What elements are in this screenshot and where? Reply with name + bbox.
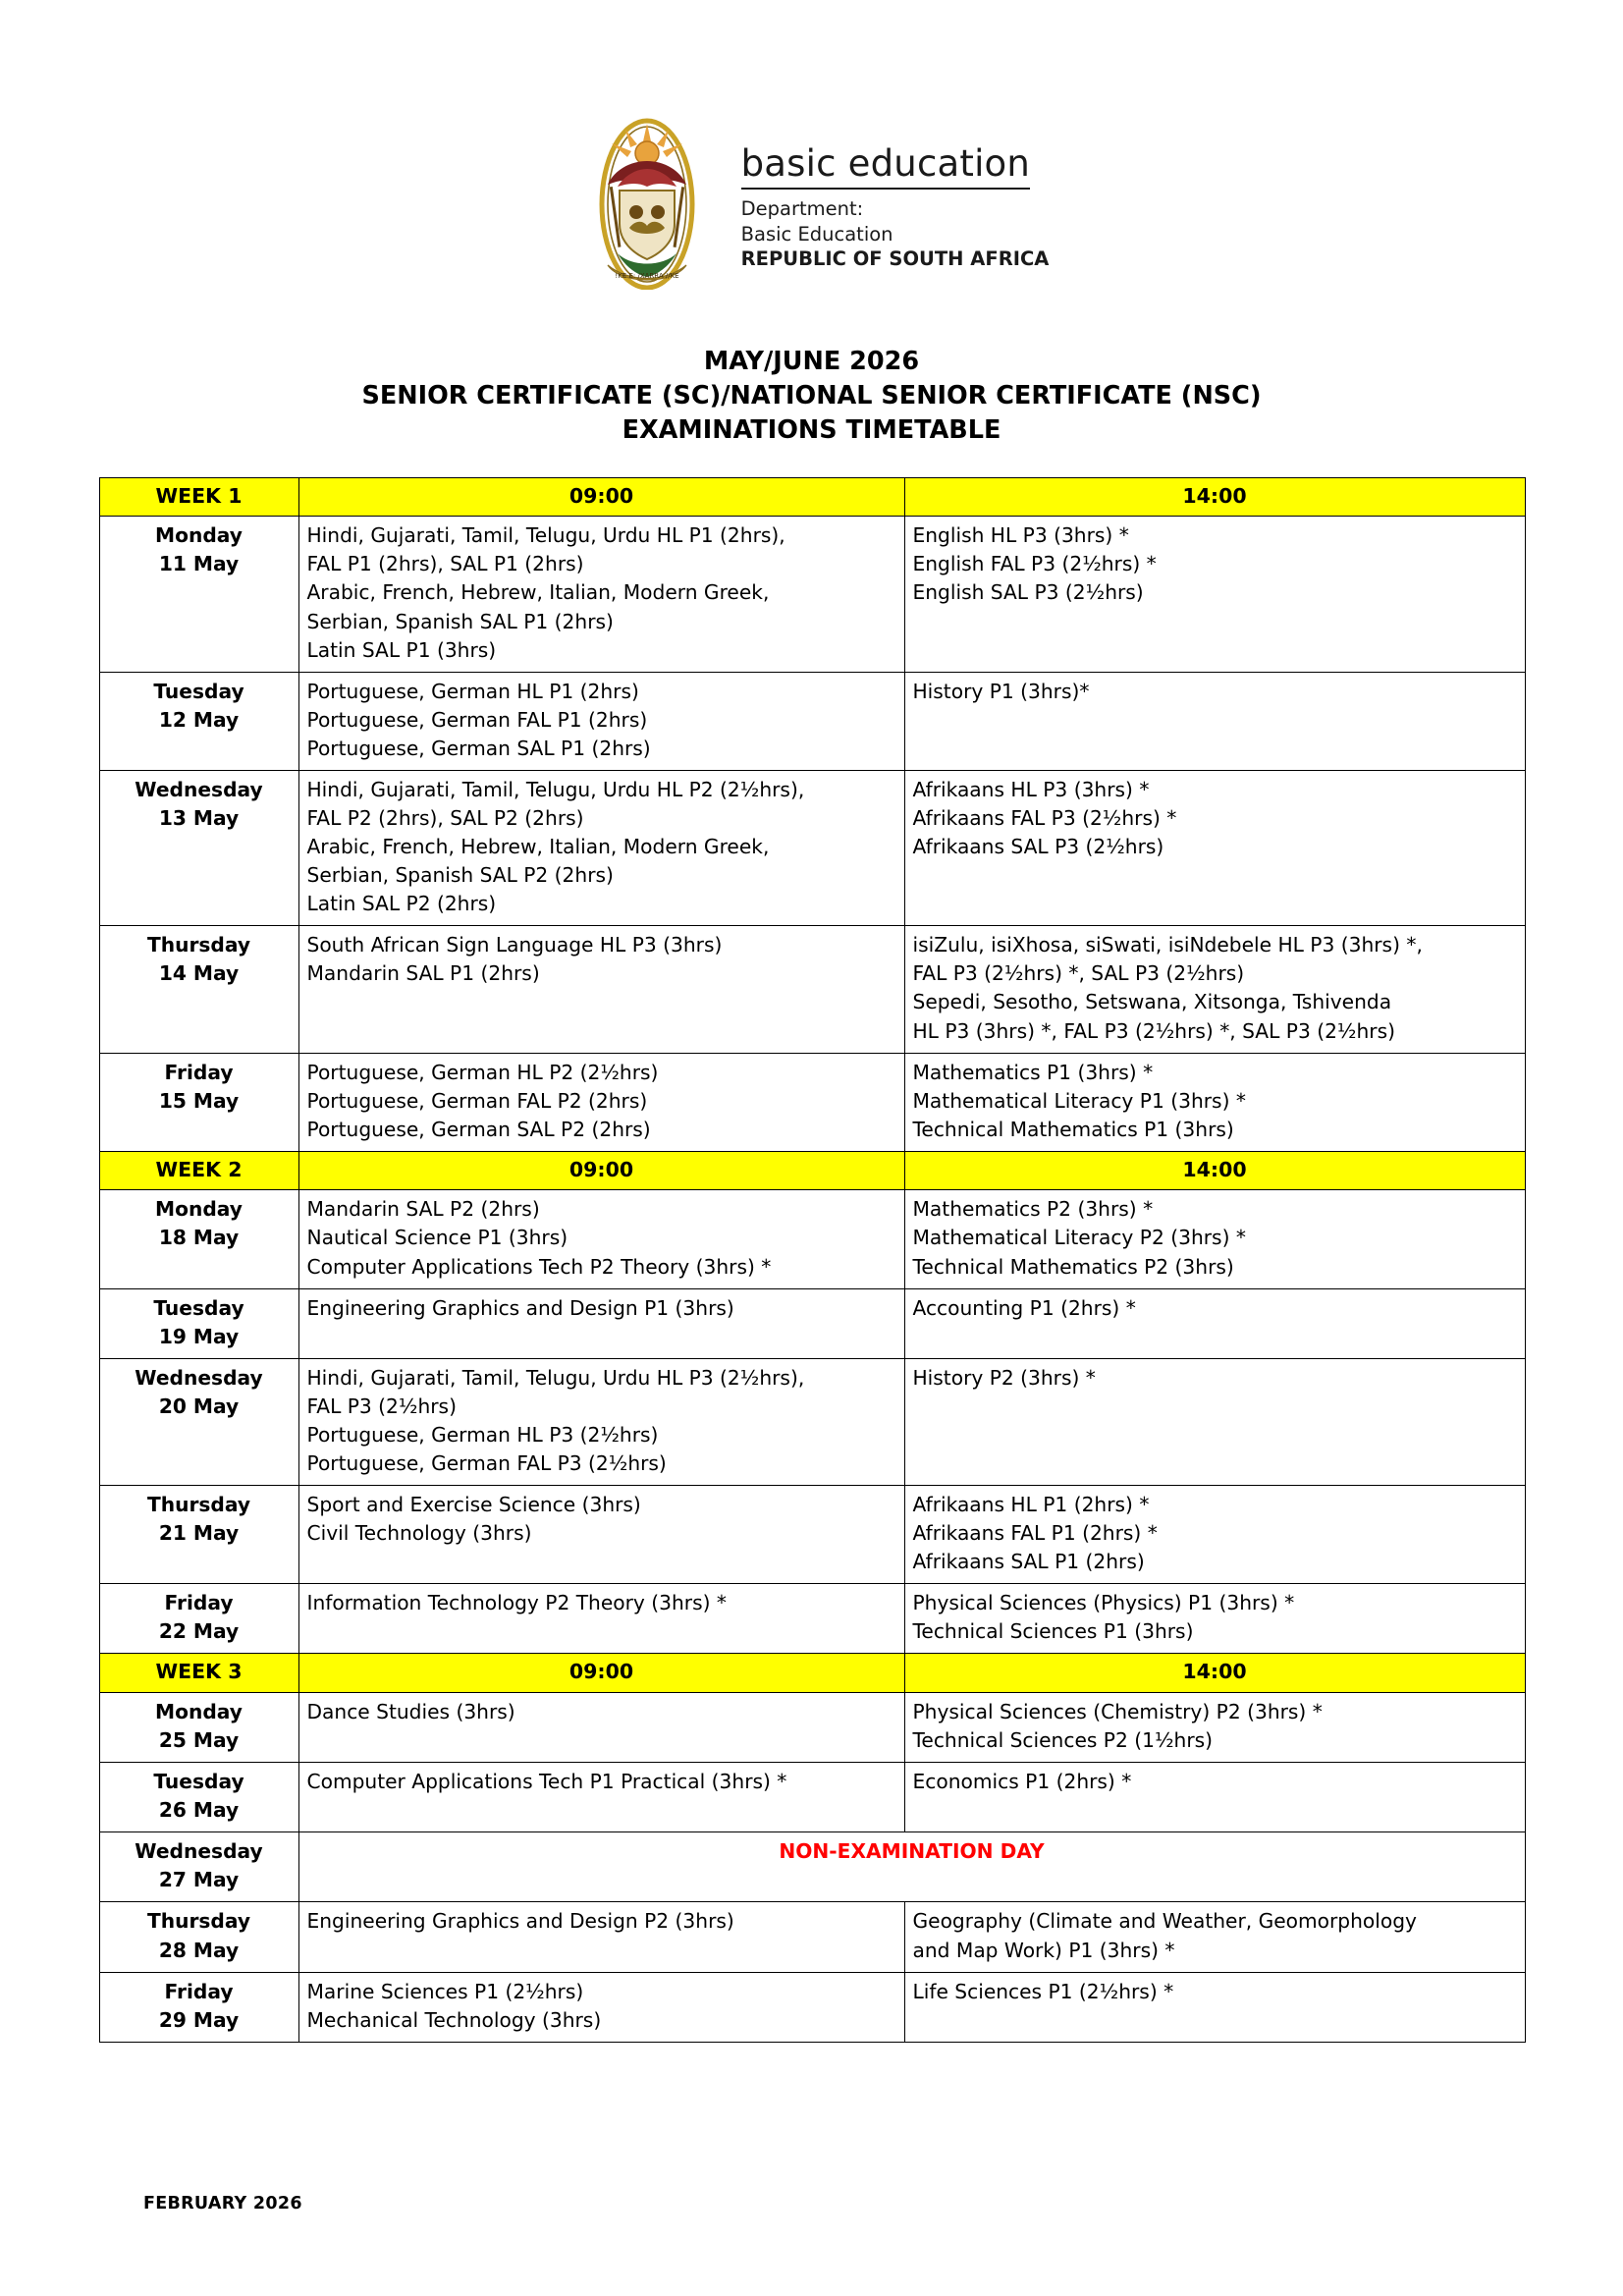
- day-cell: [99, 1190, 298, 1288]
- week-label: WEEK 2: [99, 1151, 298, 1190]
- day-name: Thursday: [146, 1493, 251, 1517]
- table-row: [99, 770, 1525, 925]
- afternoon-session-cell: [904, 1190, 1525, 1288]
- afternoon-session-time: 14:00: [904, 477, 1525, 517]
- exam-line: Computer Applications Tech P2 Theory (3hrs) *: [306, 1254, 772, 1279]
- table-row: [99, 1692, 1525, 1762]
- table-row: [99, 1584, 1525, 1654]
- day-cell: [99, 1288, 298, 1358]
- morning-session-time: 09:00: [298, 1151, 904, 1190]
- exam-line: FAL P3 (2½hrs) *, SAL P3 (2½hrs): [912, 961, 1245, 986]
- exam-line: FAL P2 (2hrs), SAL P2 (2hrs): [306, 805, 584, 830]
- exam-line: HL P3 (3hrs) *, FAL P3 (2½hrs) *, SAL P3 (2½hrs): [912, 1018, 1395, 1043]
- exam-line: Dance Studies (3hrs): [306, 1699, 515, 1723]
- department-text-block: [741, 118, 1050, 272]
- exam-line: Portuguese, German SAL P1 (2hrs): [306, 736, 651, 760]
- table-row: [99, 1486, 1525, 1584]
- exam-line: Afrikaans SAL P1 (2hrs): [912, 1550, 1145, 1574]
- morning-session-cell: [298, 672, 904, 770]
- day-date: 19 May: [158, 1324, 240, 1348]
- table-row: [99, 1288, 1525, 1358]
- day-cell: [99, 1358, 298, 1485]
- exam-line: Afrikaans HL P3 (3hrs) *: [912, 777, 1150, 801]
- morning-session-cell: [298, 1692, 904, 1762]
- exam-line: History P1 (3hrs)*: [912, 679, 1090, 703]
- exam-line: Economics P1 (2hrs) *: [912, 1770, 1132, 1794]
- morning-session-cell: [298, 1288, 904, 1358]
- exam-line: Mathematical Literacy P1 (3hrs) *: [912, 1088, 1246, 1113]
- morning-session-cell: [298, 1053, 904, 1151]
- afternoon-session-cell: [904, 1902, 1525, 1972]
- day-date: 27 May: [158, 1868, 240, 1892]
- day-date: 22 May: [158, 1619, 240, 1644]
- footer-date: FEBRUARY 2026: [143, 2194, 302, 2214]
- exam-line: Technical Mathematics P2 (3hrs): [912, 1254, 1234, 1279]
- exam-line: Engineering Graphics and Design P1 (3hrs): [306, 1295, 734, 1320]
- week-header-row: [99, 1654, 1525, 1693]
- department-line-3: REPUBLIC OF SOUTH AFRICA: [740, 247, 1050, 271]
- day-cell: [99, 770, 298, 925]
- morning-session-cell: [298, 926, 904, 1053]
- document-header: [0, 0, 1623, 290]
- exam-line: Technical Sciences P2 (1½hrs): [912, 1728, 1214, 1753]
- exam-line: Mechanical Technology (3hrs): [306, 2007, 602, 2032]
- exam-line: Civil Technology (3hrs): [306, 1521, 532, 1546]
- afternoon-session-cell: [904, 1288, 1525, 1358]
- exam-line: Latin SAL P2 (2hrs): [306, 892, 497, 916]
- afternoon-session-cell: [904, 1763, 1525, 1832]
- exam-line: Portuguese, German FAL P1 (2hrs): [306, 707, 648, 732]
- day-name: Friday: [164, 1060, 234, 1084]
- exam-line: Information Technology P2 Theory (3hrs) *: [306, 1591, 727, 1615]
- day-cell: [99, 1972, 298, 2042]
- exam-line: Marine Sciences P1 (2½hrs): [306, 1979, 584, 2003]
- exam-line: Afrikaans HL P1 (2hrs) *: [912, 1493, 1150, 1517]
- afternoon-session-cell: [904, 1584, 1525, 1654]
- exam-line: Life Sciences P1 (2½hrs) *: [912, 1979, 1174, 2003]
- exam-line: Afrikaans SAL P3 (2½hrs): [912, 835, 1164, 859]
- exam-line: FAL P3 (2½hrs): [306, 1394, 457, 1418]
- exam-line: Nautical Science P1 (3hrs): [306, 1226, 568, 1250]
- title-line-1: MAY/JUNE 2026: [703, 347, 920, 376]
- non-examination-day-cell: NON-EXAMINATION DAY: [298, 1832, 1525, 1902]
- exam-line: Physical Sciences (Physics) P1 (3hrs) *: [912, 1591, 1295, 1615]
- day-cell: [99, 1053, 298, 1151]
- afternoon-session-time: 14:00: [904, 1654, 1525, 1693]
- morning-session-cell: [298, 1763, 904, 1832]
- day-date: 12 May: [158, 707, 240, 732]
- morning-session-cell: [298, 1190, 904, 1288]
- day-cell: [99, 926, 298, 1053]
- table-row: [99, 517, 1525, 672]
- morning-session-cell: [298, 770, 904, 925]
- table-row: [99, 1972, 1525, 2042]
- table-row: [99, 1763, 1525, 1832]
- day-cell: [99, 672, 298, 770]
- exam-line: Portuguese, German FAL P2 (2hrs): [306, 1088, 648, 1113]
- table-row: [99, 1190, 1525, 1288]
- exam-line: and Map Work) P1 (3hrs) *: [912, 1938, 1175, 1962]
- table-row: [99, 1832, 1525, 1902]
- exam-line: Latin SAL P1 (3hrs): [306, 637, 497, 662]
- exam-line: Mathematics P1 (3hrs) *: [912, 1060, 1154, 1084]
- table-row: [99, 672, 1525, 770]
- exam-line: Serbian, Spanish SAL P2 (2hrs): [306, 863, 614, 888]
- afternoon-session-cell: [904, 1358, 1525, 1485]
- exam-line: South African Sign Language HL P3 (3hrs): [306, 933, 723, 957]
- svg-text:!KE E: /XARRA //KE: !KE E: /XARRA //KE: [615, 272, 679, 280]
- day-date: 28 May: [158, 1938, 240, 1962]
- morning-session-cell: [298, 517, 904, 672]
- morning-session-cell: [298, 1358, 904, 1485]
- day-name: Wednesday: [135, 777, 263, 801]
- day-name: Monday: [155, 1699, 243, 1723]
- exam-line: Afrikaans FAL P3 (2½hrs) *: [912, 805, 1177, 830]
- day-date: 11 May: [158, 552, 240, 576]
- morning-session-cell: [298, 1584, 904, 1654]
- day-name: Tuesday: [153, 1295, 244, 1320]
- table-row: [99, 1902, 1525, 1972]
- day-date: 21 May: [158, 1521, 240, 1546]
- exam-line: English HL P3 (3hrs) *: [912, 523, 1129, 548]
- exam-line: isiZulu, isiXhosa, siSwati, isiNdebele HL P3 (3hrs) *,: [912, 933, 1423, 957]
- exam-line: Sepedi, Sesotho, Setswana, Xitsonga, Tshivenda: [912, 990, 1392, 1014]
- exam-line: Mathematical Literacy P2 (3hrs) *: [912, 1226, 1246, 1250]
- day-cell: [99, 1486, 298, 1584]
- week-label: WEEK 3: [99, 1654, 298, 1693]
- exam-line: English SAL P3 (2½hrs): [912, 580, 1144, 605]
- morning-session-cell: [298, 1486, 904, 1584]
- day-name: Friday: [164, 1979, 234, 2003]
- afternoon-session-cell: [904, 1692, 1525, 1762]
- exam-line: Engineering Graphics and Design P2 (3hrs): [306, 1909, 734, 1934]
- day-name: Tuesday: [153, 1770, 244, 1794]
- day-date: 29 May: [158, 2007, 240, 2032]
- exam-line: History P2 (3hrs) *: [912, 1365, 1096, 1390]
- afternoon-session-cell: [904, 517, 1525, 672]
- exam-line: Mandarin SAL P2 (2hrs): [306, 1197, 540, 1222]
- day-cell: [99, 517, 298, 672]
- exam-line: Sport and Exercise Science (3hrs): [306, 1493, 641, 1517]
- day-date: 14 May: [158, 961, 240, 986]
- afternoon-session-time: 14:00: [904, 1151, 1525, 1190]
- exam-line: Portuguese, German HL P2 (2½hrs): [306, 1060, 659, 1084]
- day-date: 13 May: [158, 805, 240, 830]
- south-africa-coat-of-arms-icon: [574, 118, 720, 290]
- examinations-timetable: [99, 477, 1526, 2043]
- morning-session-cell: [298, 1972, 904, 2042]
- day-cell: [99, 1763, 298, 1832]
- afternoon-session-cell: [904, 1972, 1525, 2042]
- day-cell: [99, 1692, 298, 1762]
- exam-line: Hindi, Gujarati, Tamil, Telugu, Urdu HL P2 (2½hrs),: [306, 777, 805, 801]
- day-name: Wednesday: [135, 1365, 263, 1390]
- day-date: 26 May: [158, 1798, 240, 1823]
- week-label: WEEK 1: [99, 477, 298, 517]
- logo-block: [574, 118, 1050, 290]
- title-line-3: EXAMINATIONS TIMETABLE: [622, 414, 1001, 445]
- day-name: Tuesday: [153, 679, 244, 703]
- table-row: [99, 1358, 1525, 1485]
- exam-line: Mathematics P2 (3hrs) *: [912, 1197, 1154, 1222]
- exam-line: FAL P1 (2hrs), SAL P1 (2hrs): [306, 552, 584, 576]
- department-line-2: Basic Education: [740, 222, 893, 246]
- afternoon-session-cell: [904, 926, 1525, 1053]
- exam-line: Geography (Climate and Weather, Geomorphology: [912, 1909, 1417, 1934]
- table-row: [99, 1053, 1525, 1151]
- department-title: basic education: [741, 145, 1030, 190]
- morning-session-cell: [298, 1902, 904, 1972]
- exam-line: Computer Applications Tech P1 Practical (3hrs) *: [306, 1770, 787, 1794]
- day-name: Monday: [155, 523, 243, 548]
- exam-line: Technical Mathematics P1 (3hrs): [912, 1117, 1234, 1141]
- day-cell: [99, 1902, 298, 1972]
- exam-line: English FAL P3 (2½hrs) *: [912, 552, 1157, 576]
- day-cell: [99, 1584, 298, 1654]
- afternoon-session-cell: [904, 672, 1525, 770]
- afternoon-session-cell: [904, 1053, 1525, 1151]
- day-date: 18 May: [158, 1226, 240, 1250]
- exam-line: Arabic, French, Hebrew, Italian, Modern Greek,: [306, 580, 770, 605]
- exam-line: Portuguese, German HL P3 (2½hrs): [306, 1422, 659, 1447]
- week-header-row: [99, 1151, 1525, 1190]
- exam-line: Accounting P1 (2hrs) *: [912, 1295, 1136, 1320]
- table-row: [99, 926, 1525, 1053]
- exam-line: Mandarin SAL P1 (2hrs): [306, 961, 540, 986]
- exam-line: Hindi, Gujarati, Tamil, Telugu, Urdu HL P3 (2½hrs),: [306, 1365, 805, 1390]
- afternoon-session-cell: [904, 1486, 1525, 1584]
- day-name: Thursday: [146, 1909, 251, 1934]
- morning-session-time: 09:00: [298, 477, 904, 517]
- page-title: [0, 345, 1623, 448]
- exam-line: Hindi, Gujarati, Tamil, Telugu, Urdu HL P1 (2hrs),: [306, 523, 785, 548]
- timetable-container: [99, 477, 1525, 2043]
- exam-line: Afrikaans FAL P1 (2hrs) *: [912, 1521, 1158, 1546]
- morning-session-time: 09:00: [298, 1654, 904, 1693]
- exam-line: Physical Sciences (Chemistry) P2 (3hrs) *: [912, 1699, 1323, 1723]
- afternoon-session-cell: [904, 770, 1525, 925]
- exam-line: Serbian, Spanish SAL P1 (2hrs): [306, 609, 614, 633]
- day-name: Monday: [155, 1197, 243, 1222]
- exam-line: Portuguese, German HL P1 (2hrs): [306, 679, 639, 703]
- exam-line: Portuguese, German SAL P2 (2hrs): [306, 1117, 651, 1141]
- department-subtitle: [741, 196, 1050, 272]
- day-name: Thursday: [146, 933, 251, 957]
- department-line-1: Department:: [740, 196, 864, 220]
- day-cell: [99, 1832, 298, 1902]
- week-header-row: [99, 477, 1525, 517]
- day-date: 20 May: [158, 1394, 240, 1418]
- exam-line: Arabic, French, Hebrew, Italian, Modern Greek,: [306, 835, 770, 859]
- day-name: Friday: [164, 1591, 234, 1615]
- title-line-2: SENIOR CERTIFICATE (SC)/NATIONAL SENIOR CERTIFICATE (NSC): [361, 380, 1262, 410]
- day-date: 15 May: [158, 1088, 240, 1113]
- day-date: 25 May: [158, 1728, 240, 1753]
- exam-line: Portuguese, German FAL P3 (2½hrs): [306, 1450, 667, 1475]
- exam-line: Technical Sciences P1 (3hrs): [912, 1619, 1194, 1644]
- day-name: Wednesday: [135, 1839, 263, 1864]
